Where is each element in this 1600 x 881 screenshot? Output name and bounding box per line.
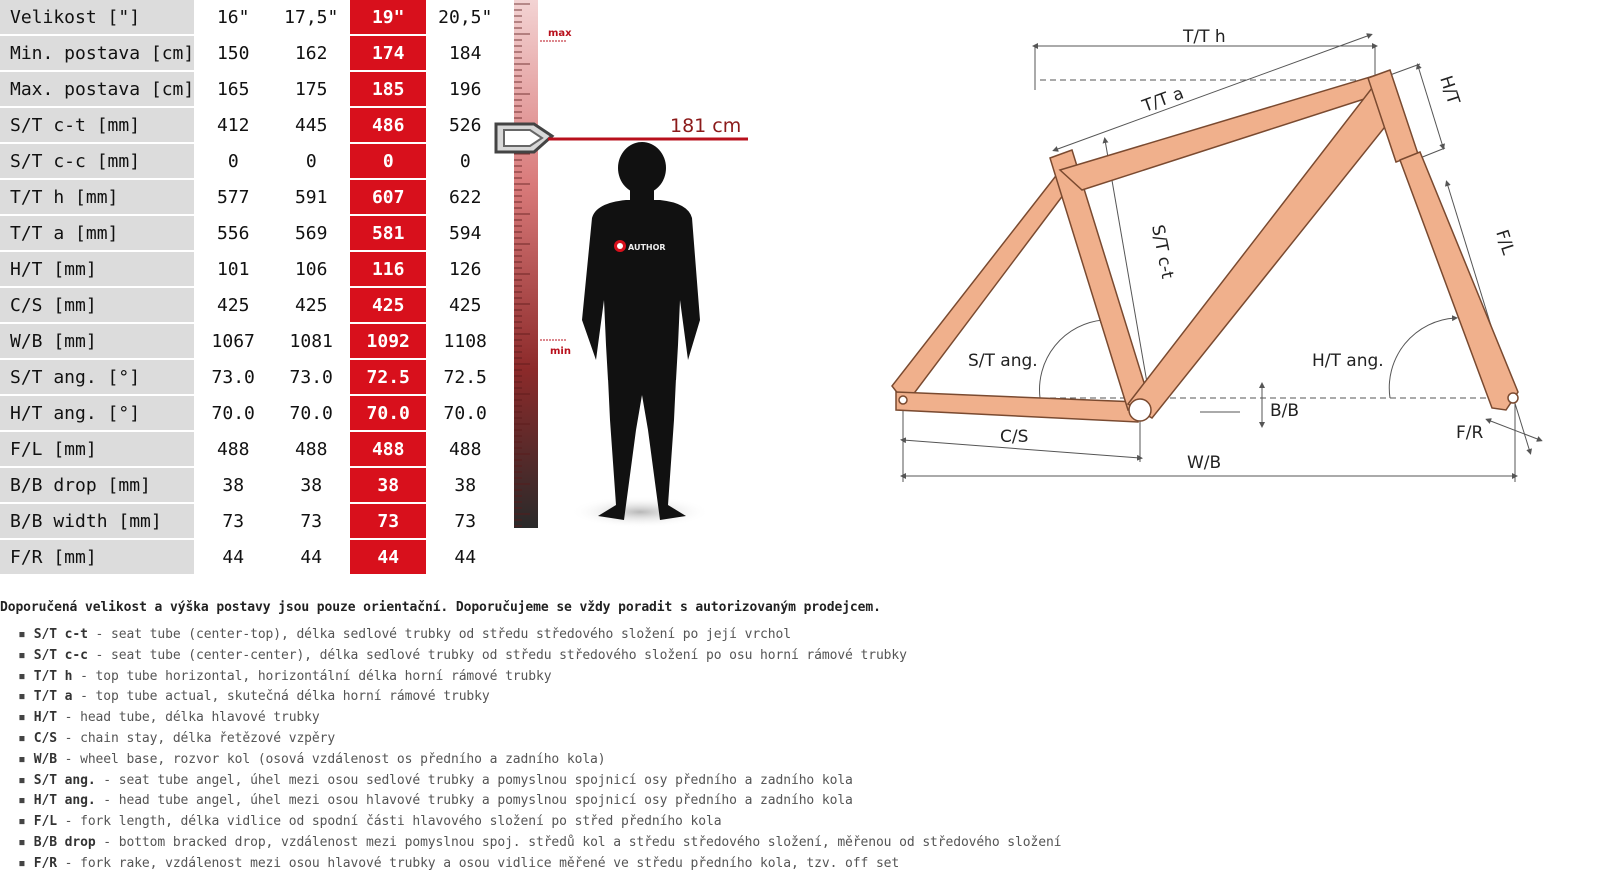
row-label: T/T a [mm]	[0, 216, 194, 252]
size-recommendation-note: Doporučená velikost a výška postavy jsou pouze orientační. Doporučujeme se vždy poradit s autorizovaným prodejcem.	[0, 600, 881, 615]
table-cell: 16"	[194, 0, 272, 36]
tt-a-label: T/T a	[1139, 83, 1187, 117]
table-cell: 488	[426, 432, 504, 468]
table-row	[0, 324, 504, 360]
table-cell: 1081	[272, 324, 350, 360]
table-row	[0, 0, 504, 36]
definition-term: F/R	[33, 855, 57, 871]
highlighted-size-cell: 19"	[350, 0, 426, 36]
definition-item	[18, 646, 1061, 667]
row-label: B/B width [mm]	[0, 504, 194, 540]
row-label: F/R [mm]	[0, 540, 194, 576]
definition-text: - top tube actual, skutečná délka horní rámové trubky	[72, 689, 490, 705]
frame-geometry-diagram	[880, 0, 1560, 500]
definition-term: S/T ang.	[33, 772, 96, 788]
row-label: F/L [mm]	[0, 432, 194, 468]
definition-text: - fork rake, vzdálenost mezi osou hlavové trubky a osou vidlice měřené ve středu předního kola, tzv. off set	[56, 855, 900, 871]
highlighted-size-cell: 185	[350, 72, 426, 108]
highlighted-size-cell: 70.0	[350, 396, 426, 432]
table-cell: 184	[426, 36, 504, 72]
definition-item	[18, 667, 1061, 688]
table-cell: 445	[272, 108, 350, 144]
table-cell: 73	[426, 504, 504, 540]
highlighted-size-cell: 174	[350, 36, 426, 72]
table-cell: 0	[272, 144, 350, 180]
highlighted-size-cell: 44	[350, 540, 426, 576]
rider-height-illustration	[490, 0, 760, 535]
table-cell: 44	[272, 540, 350, 576]
ht-label: H/T	[1435, 73, 1464, 108]
table-row	[0, 504, 504, 540]
row-label: H/T [mm]	[0, 252, 194, 288]
table-row	[0, 72, 504, 108]
table-cell: 44	[194, 540, 272, 576]
definition-text: - chain stay, délka řetězové vzpěry	[56, 730, 336, 746]
table-cell: 73.0	[272, 360, 350, 396]
table-row	[0, 360, 504, 396]
table-cell: 73.0	[194, 360, 272, 396]
table-cell: 622	[426, 180, 504, 216]
highlighted-size-cell: 0	[350, 144, 426, 180]
highlighted-size-cell: 488	[350, 432, 426, 468]
table-cell: 594	[426, 216, 504, 252]
definition-term: B/B drop	[33, 834, 96, 850]
definition-text: - head tube, délka hlavové trubky	[56, 710, 320, 726]
table-cell: 162	[272, 36, 350, 72]
table-cell: 488	[194, 432, 272, 468]
ruler-min-label: min	[550, 346, 571, 357]
table-row	[0, 432, 504, 468]
row-label: S/T ang. [°]	[0, 360, 194, 396]
table-cell: 569	[272, 216, 350, 252]
definition-text: - seat tube angel, úhel mezi osou sedlové trubky a pomyslnou spojnicí osy předního a zadního kola	[95, 772, 853, 788]
row-label: W/B [mm]	[0, 324, 194, 360]
table-cell: 1108	[426, 324, 504, 360]
highlighted-size-cell: 38	[350, 468, 426, 504]
table-cell: 38	[194, 468, 272, 504]
fl-label: F/L	[1491, 227, 1518, 258]
definition-item	[18, 854, 1061, 875]
geometry-size-table	[0, 0, 504, 576]
table-cell: 0	[426, 144, 504, 180]
row-label: S/T c-c [mm]	[0, 144, 194, 180]
table-cell: 20,5"	[426, 0, 504, 36]
tt-h-label: T/T h	[1183, 27, 1226, 47]
table-row	[0, 144, 504, 180]
table-cell: 175	[272, 72, 350, 108]
table-cell: 425	[194, 288, 272, 324]
table-cell: 1067	[194, 324, 272, 360]
table-cell: 101	[194, 252, 272, 288]
highlighted-size-cell: 486	[350, 108, 426, 144]
rider-silhouette	[582, 142, 700, 520]
height-ruler	[514, 0, 538, 528]
table-cell: 17,5"	[272, 0, 350, 36]
table-cell: 70.0	[272, 396, 350, 432]
table-cell: 38	[426, 468, 504, 504]
definition-term: C/S	[33, 730, 57, 746]
table-cell: 72.5	[426, 360, 504, 396]
table-cell: 73	[272, 504, 350, 540]
row-label: H/T ang. [°]	[0, 396, 194, 432]
definition-item	[18, 750, 1061, 771]
highlighted-size-cell: 581	[350, 216, 426, 252]
definition-text: - seat tube (center-center), délka sedlové trubky od středu středového složení po osu horní rámové trubky	[87, 647, 907, 663]
definition-item	[18, 833, 1061, 854]
definition-text: - bottom bracked drop, vzdálenost mezi pomyslnou spoj. středů kol a středu středového složení, měřenou od středového složení	[95, 834, 1062, 850]
table-cell: 106	[272, 252, 350, 288]
definition-item	[18, 791, 1061, 812]
ht-ang-label: H/T ang.	[1312, 351, 1384, 371]
table-row	[0, 540, 504, 576]
table-cell: 526	[426, 108, 504, 144]
table-row	[0, 216, 504, 252]
table-cell: 44	[426, 540, 504, 576]
st-ct-label: S/T c-t	[1147, 223, 1178, 281]
definition-term: S/T c-c	[33, 647, 88, 663]
row-label: Velikost ["]	[0, 0, 194, 36]
definition-text: - wheel base, rozvor kol (osová vzdálenost os předního a zadního kola)	[56, 751, 606, 767]
definition-term: F/L	[33, 814, 57, 830]
table-cell: 196	[426, 72, 504, 108]
highlighted-size-cell: 72.5	[350, 360, 426, 396]
row-label: Min. postava [cm]	[0, 36, 194, 72]
table-cell: 577	[194, 180, 272, 216]
table-row	[0, 252, 504, 288]
table-row	[0, 468, 504, 504]
row-label: S/T c-t [mm]	[0, 108, 194, 144]
cs-label: C/S	[1000, 427, 1029, 447]
table-cell: 165	[194, 72, 272, 108]
rider-height-label: 181 cm	[670, 115, 742, 137]
table-cell: 73	[194, 504, 272, 540]
table-cell: 126	[426, 252, 504, 288]
definition-text: - fork length, délka vidlice od spodní části hlavového složení po střed předního kola	[56, 814, 722, 830]
definition-text: - seat tube (center-top), délka sedlové trubky od středu středového složení po její vrchol	[87, 627, 791, 642]
table-cell: 0	[194, 144, 272, 180]
table-cell: 70.0	[426, 396, 504, 432]
wb-label: W/B	[1187, 453, 1222, 473]
highlighted-size-cell: 425	[350, 288, 426, 324]
table-cell: 150	[194, 36, 272, 72]
bb-label: B/B	[1270, 401, 1300, 421]
definition-text: - head tube angel, úhel mezi osou hlavové trubky a pomyslnou spojnicí osy předního a zadního kola	[95, 793, 853, 809]
definition-term: H/T	[33, 710, 57, 726]
row-label: T/T h [mm]	[0, 180, 194, 216]
row-label: Max. postava [cm]	[0, 72, 194, 108]
table-cell: 425	[272, 288, 350, 324]
rider-jersey-logo: AUTHOR	[628, 243, 666, 252]
highlighted-size-cell: 73	[350, 504, 426, 540]
table-cell: 70.0	[194, 396, 272, 432]
table-cell: 556	[194, 216, 272, 252]
abbreviation-definitions	[18, 625, 1061, 875]
st-ang-label: S/T ang.	[968, 351, 1038, 371]
definition-term: H/T ang.	[33, 793, 96, 809]
definition-item	[18, 812, 1061, 833]
definition-term: W/B	[33, 751, 57, 767]
definition-item	[18, 729, 1061, 750]
table-cell: 488	[272, 432, 350, 468]
ruler-max-label: max	[548, 28, 572, 39]
table-cell: 412	[194, 108, 272, 144]
definition-item	[18, 771, 1061, 792]
highlighted-size-cell: 607	[350, 180, 426, 216]
definition-term: T/T h	[33, 668, 73, 684]
definition-text: - top tube horizontal, horizontální délka horní rámové trubky	[72, 668, 552, 684]
definition-term: S/T c-t	[33, 627, 88, 642]
table-cell: 591	[272, 180, 350, 216]
fr-label: F/R	[1456, 423, 1484, 443]
table-cell: 38	[272, 468, 350, 504]
row-label: B/B drop [mm]	[0, 468, 194, 504]
definition-item	[18, 708, 1061, 729]
table-cell: 425	[426, 288, 504, 324]
highlighted-size-cell: 1092	[350, 324, 426, 360]
table-row	[0, 36, 504, 72]
table-row	[0, 108, 504, 144]
definition-item	[18, 687, 1061, 708]
table-row	[0, 288, 504, 324]
highlighted-size-cell: 116	[350, 252, 426, 288]
table-row	[0, 396, 504, 432]
table-row	[0, 180, 504, 216]
definition-term: T/T a	[33, 689, 73, 705]
row-label: C/S [mm]	[0, 288, 194, 324]
definition-item	[18, 625, 1061, 646]
